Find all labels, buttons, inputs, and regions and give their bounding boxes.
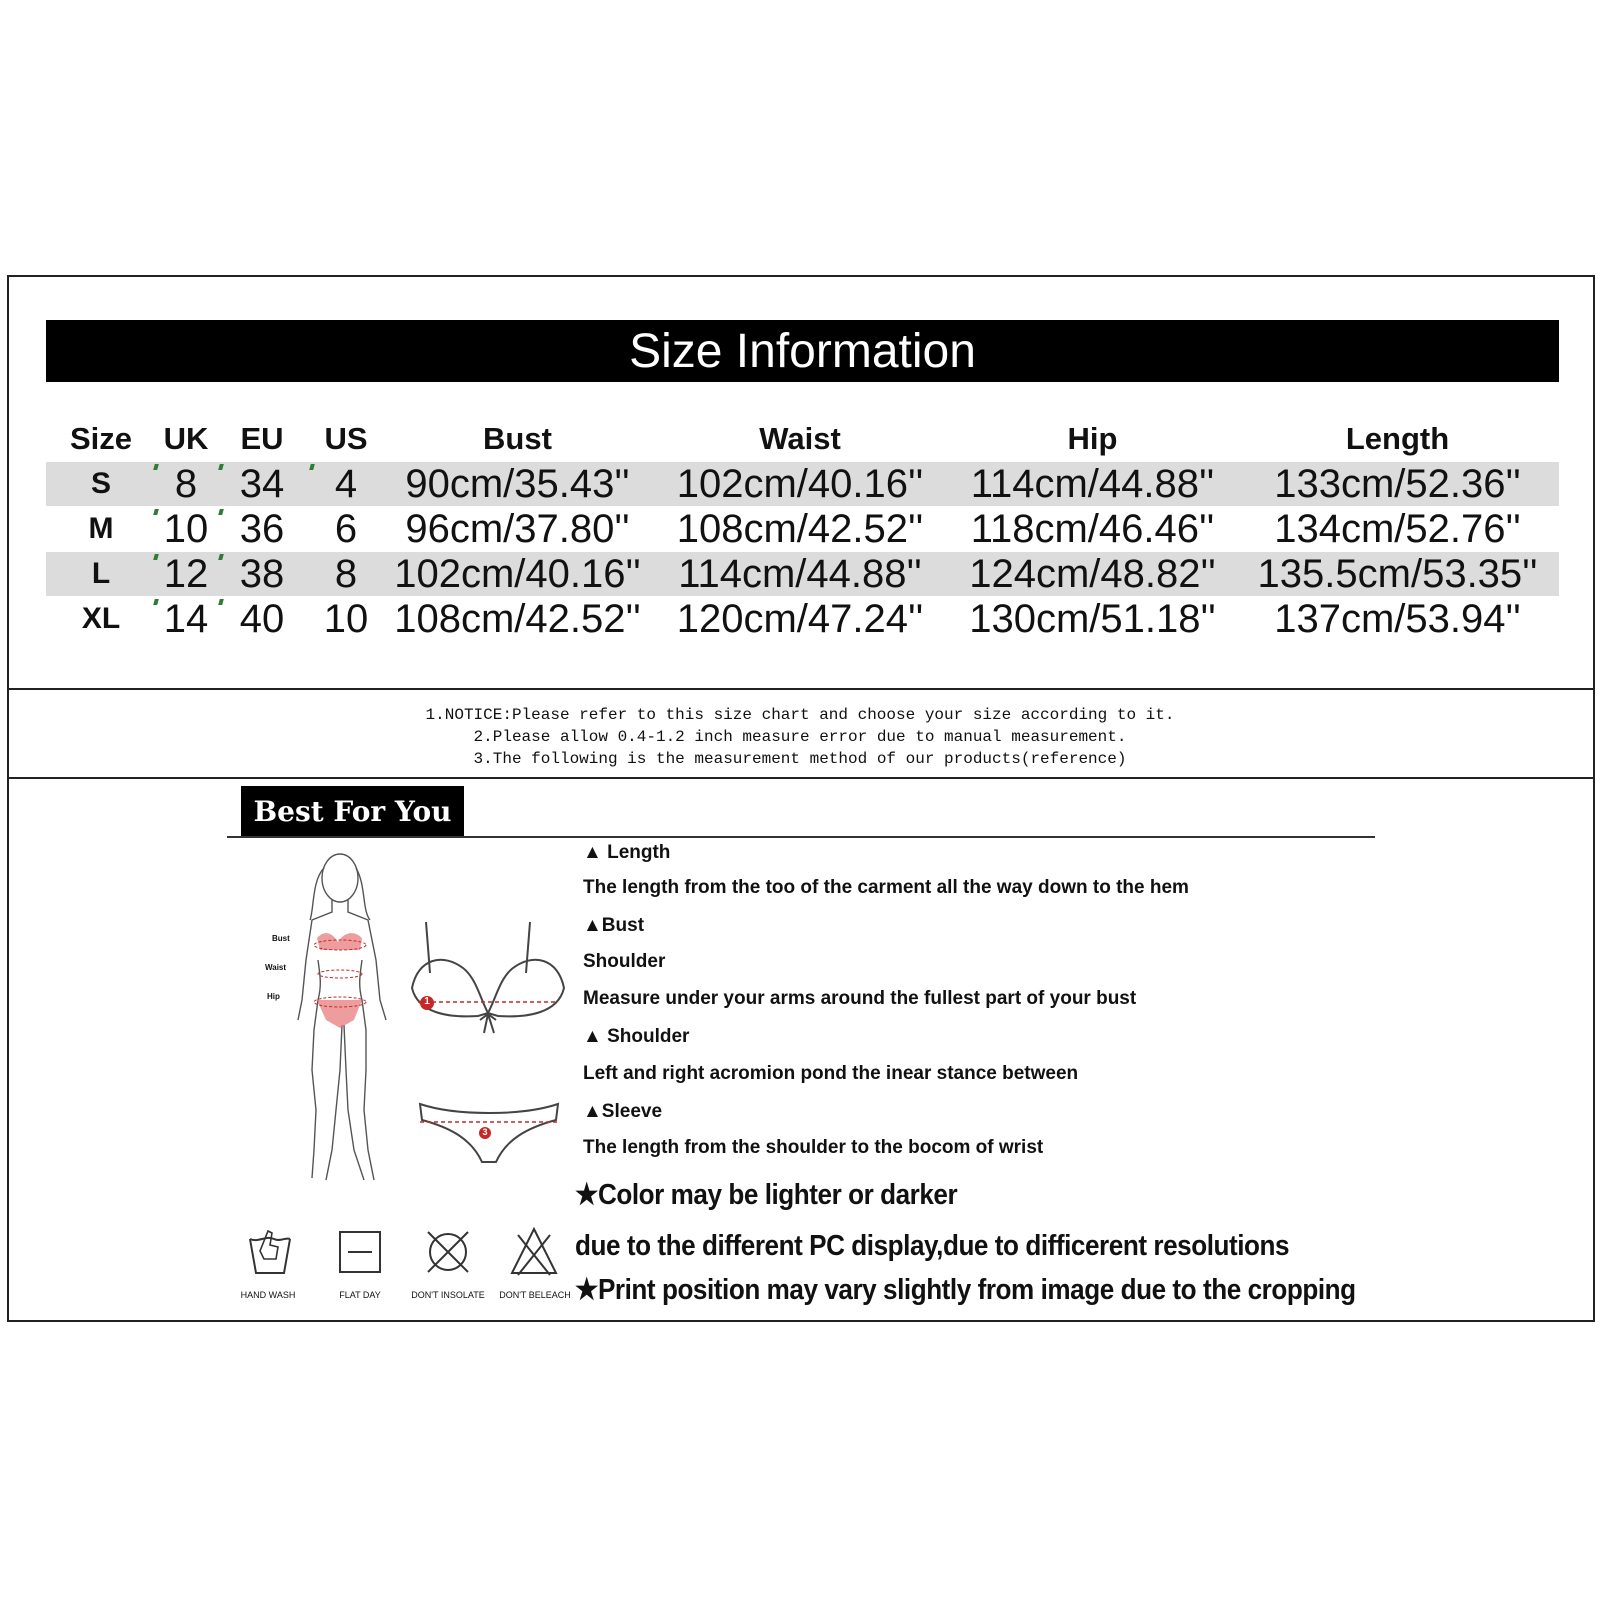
table-cell-length: 134cm/52.76'' [1274, 507, 1521, 551]
table-cell-eu: 40 [239, 597, 285, 641]
table-cell-hip: 130cm/51.18'' [969, 597, 1216, 641]
measure-length-text: The length from the too of the carment all the way down to the hem [583, 877, 1189, 898]
dont-bleach-label: DON'T BELEACH [499, 1290, 571, 1300]
table-cell-length: 133cm/52.36'' [1274, 462, 1521, 506]
flat-dry-label: FLAT DAY [339, 1290, 381, 1300]
display-note: due to the different PC display,due to difficerent resolutions [575, 1230, 1290, 1262]
header-waist: Waist [759, 421, 841, 456]
figure-label-hip: Hip [267, 992, 280, 1001]
table-cell-uk: 12 [163, 552, 209, 596]
size-info-title: Size Information [46, 320, 1559, 382]
table-cell-waist: 120cm/47.24'' [676, 597, 924, 641]
table-cell-us: 4 [334, 462, 358, 506]
table-cell-us: 10 [323, 597, 369, 641]
table-cell-waist: 108cm/42.52'' [676, 507, 924, 551]
measure-bust-text: Measure under your arms around the fullest part of your bust [583, 988, 1137, 1009]
header-size: Size [69, 421, 133, 456]
table-cell-uk: 10 [163, 507, 209, 551]
flat-dry-icon [337, 1229, 383, 1275]
measure-marker-3-label: 3 [482, 1127, 488, 1137]
measure-shoulder-text: Left and right acromion pond the inear stance between [583, 1063, 1079, 1084]
header-bust: Bust [483, 421, 552, 456]
measure-marker-1-label: 1 [424, 996, 430, 1007]
table-cell-us: 8 [334, 552, 358, 596]
header-us: US [324, 421, 368, 456]
table-cell-hip: 114cm/44.88'' [970, 462, 1215, 506]
table-cell-eu: 36 [239, 507, 285, 551]
header-length: Length [1345, 421, 1450, 456]
measure-sleeve-text: The length from the shoulder to the bocom of wrist [583, 1137, 1044, 1158]
best-for-you-rule [227, 836, 1375, 838]
table-cell-bust: 90cm/35.43'' [405, 462, 630, 506]
header-hip: Hip [1067, 421, 1118, 456]
bra-illustration [408, 918, 568, 1048]
figure-label-bust: Bust [272, 934, 290, 943]
table-cell-size: S [90, 467, 111, 500]
print-note: ★Print position may vary slightly from image due to the cropping [575, 1274, 1356, 1306]
table-cell-bust: 102cm/40.16'' [394, 552, 641, 596]
section-divider [7, 777, 1595, 779]
table-cell-eu: 38 [239, 552, 285, 596]
section-divider [7, 688, 1595, 690]
table-cell-size: XL [81, 602, 121, 635]
table-cell-hip: 124cm/48.82'' [969, 552, 1216, 596]
best-for-you-tab: Best For You [241, 786, 464, 837]
hand-wash-label: HAND WASH [240, 1290, 296, 1300]
table-cell-size: L [91, 557, 111, 590]
measure-sleeve-heading: ▲Sleeve [583, 1101, 663, 1122]
table-cell-length: 137cm/53.94'' [1274, 597, 1521, 641]
notice-line-1: 1.NOTICE:Please refer to this size chart and choose your size according to it. [425, 706, 1175, 724]
measure-shoulder-heading: ▲ Shoulder [583, 1026, 690, 1047]
table-cell-size: M [88, 512, 114, 545]
header-uk: UK [163, 421, 209, 456]
measure-shoulder-label: Shoulder [583, 951, 666, 972]
table-cell-bust: 108cm/42.52'' [394, 597, 641, 641]
notice-line-3: 3.The following is the measurement method of our products(reference) [473, 750, 1127, 768]
measure-bust-heading: ▲Bust [583, 915, 645, 936]
model-figure-illustration [262, 850, 412, 1210]
dont-bleach-icon [510, 1225, 558, 1277]
color-note: ★Color may be lighter or darker [575, 1179, 958, 1211]
table-cell-uk: 14 [163, 597, 209, 641]
notice-line-2: 2.Please allow 0.4-1.2 inch measure error due to manual measurement. [473, 728, 1127, 746]
table-cell-bust: 96cm/37.80'' [405, 507, 630, 551]
table-cell-waist: 114cm/44.88'' [678, 552, 922, 596]
table-cell-length: 135.5cm/53.35'' [1257, 552, 1538, 596]
dont-insolate-label: DON'T INSOLATE [411, 1290, 485, 1300]
figure-label-waist: Waist [265, 963, 287, 972]
measure-length-heading: ▲ Length [583, 842, 671, 863]
table-cell-waist: 102cm/40.16'' [676, 462, 924, 506]
table-cell-hip: 118cm/46.46'' [970, 507, 1215, 551]
table-cell-us: 6 [334, 507, 358, 551]
header-eu: EU [240, 421, 284, 456]
hand-wash-icon [246, 1225, 294, 1277]
table-cell-eu: 34 [239, 462, 285, 506]
table-cell-uk: 8 [174, 462, 198, 506]
dont-insolate-icon [424, 1228, 472, 1276]
